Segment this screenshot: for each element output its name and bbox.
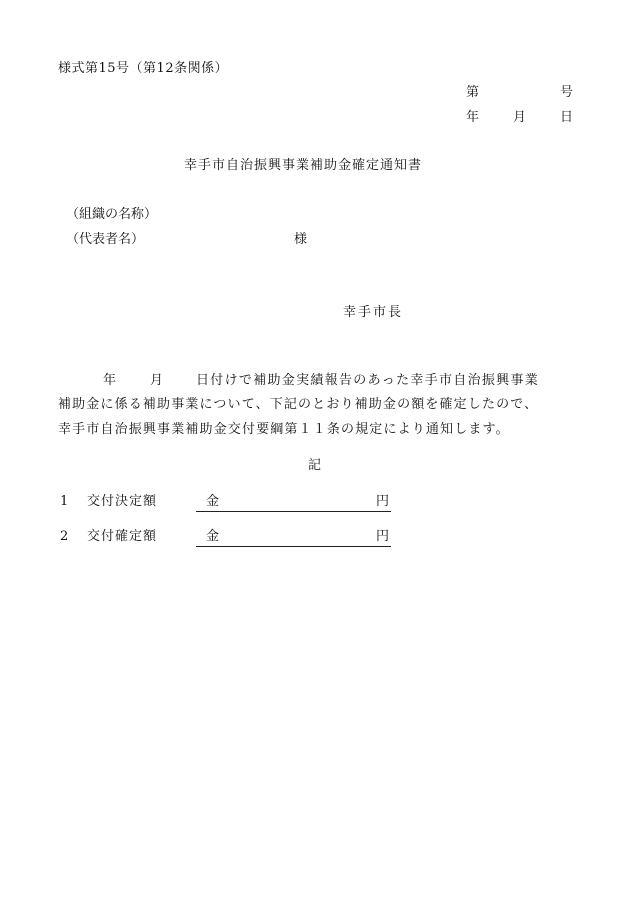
body-text-line-2: 補助金に係る補助事業について、下記のとおり補助金の額を確定したので、 — [58, 397, 539, 412]
body-text-line-1: 日付けで補助金実績報告のあった幸手市自治振興事業 — [196, 373, 540, 388]
item-number: 1 — [60, 494, 69, 509]
issuer-name: 幸手市長 — [343, 305, 404, 320]
amount-field-confirmed[interactable] — [196, 528, 391, 547]
recipient-rep-label: （代表者名） — [66, 232, 145, 247]
amount-prefix: 金 — [206, 494, 220, 509]
amount-prefix: 金 — [206, 529, 220, 544]
item-number: 2 — [60, 529, 69, 544]
body-month-label: 月 — [150, 373, 165, 388]
amount-item — [0, 495, 630, 515]
date-day-label: 日 — [560, 110, 574, 125]
date-year-label: 年 — [466, 110, 480, 125]
doc-number-prefix: 第 — [466, 85, 480, 100]
amount-item — [0, 530, 630, 550]
body-year-label: 年 — [103, 373, 118, 388]
recipient-org-label: （組織の名称） — [66, 207, 158, 222]
item-label: 交付確定額 — [87, 529, 158, 544]
doc-number-suffix: 号 — [560, 85, 574, 100]
date-month-label: 月 — [513, 110, 527, 125]
form-number: 様式第15号（第12条関係） — [58, 61, 229, 76]
document-title: 幸手市自治振興事業補助金確定通知書 — [184, 158, 423, 173]
body-text-line-3: 幸手市自治振興事業補助金交付要綱第１１条の規定により通知します。 — [58, 422, 510, 437]
amount-suffix: 円 — [375, 529, 389, 544]
ki-heading: 記 — [308, 458, 322, 473]
amount-field-decided[interactable] — [196, 493, 391, 512]
item-label: 交付決定額 — [87, 494, 158, 509]
amount-suffix: 円 — [375, 494, 389, 509]
recipient-honorific: 様 — [294, 232, 308, 247]
